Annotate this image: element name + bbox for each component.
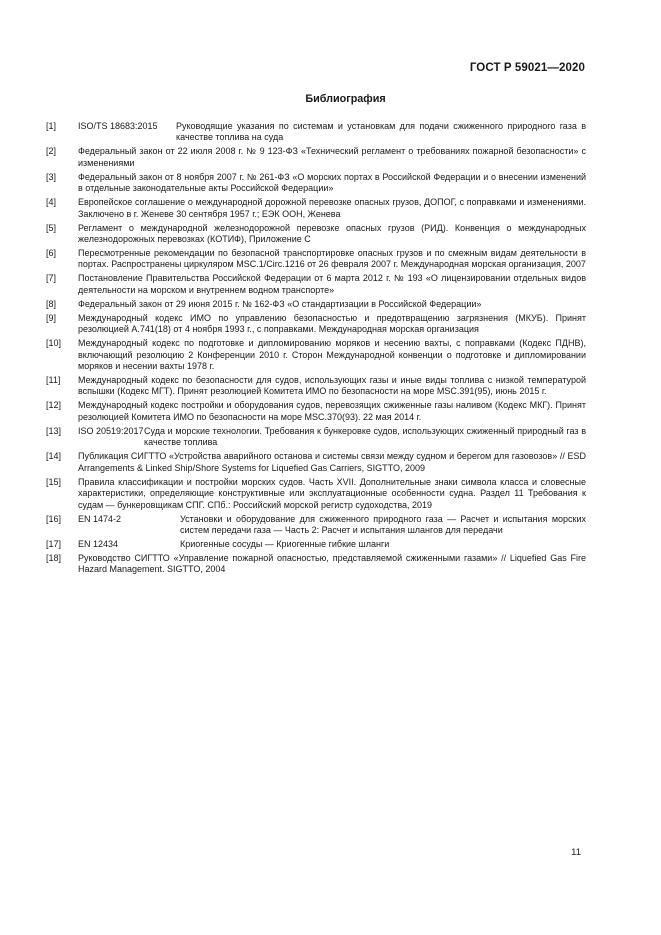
ref-number: [15] — [46, 476, 62, 487]
list-item — [46, 477, 586, 511]
ref-text: Правила классификации и постройки морских судов. Часть XVII. Дополнительные знаки символа класса и словесные характеристики, определяющие конструктивные или эксплуатационные особенности судна. Раздел 11 Требования к судам — бункеровщикам СПГ. СПб.: Российский морской регистр судоходства, 2019 — [78, 476, 586, 510]
ref-number: [18] — [46, 552, 62, 563]
ref-number: [7] — [46, 273, 57, 284]
ref-number: [12] — [46, 400, 62, 411]
ref-text: Публикация СИГТТО «Устройства аварийного останова и системы связи между судном и берегом для газовозов» // ESD Arrangements & Linked Ship/Shore Systems for Liquefied Gas Carriers, SIGTTO, 2009 — [78, 451, 586, 473]
page-number: 11 — [571, 847, 581, 858]
ref-code: ISO/TS 18683:2015 — [78, 121, 158, 131]
ref-text: Федеральный закон от 8 ноября 2007 г. № 261-ФЗ «О морских портах в Российской Федерации и о внесении изменений в отдельные законодательные акты Российской Федерации» — [78, 171, 586, 194]
list-item — [46, 172, 586, 195]
ref-number: [9] — [46, 312, 57, 323]
ref-text: Европейское соглашение о международной дорожной перевозке опасных грузов, ДОПОГ, с поправками и изменениями. Заключено в г. Женеве 30 сентября 1957 г.; ЕЭК ООН, Женева — [78, 197, 586, 219]
ref-text: Пересмотренные рекомендации по безопасной транспортировке опасных грузов и по смежным видам деятельности в портах. Распространены циркуляром MSC.1/Circ.1216 от 26 февраля 2007 г. Международная морская организация, 2007 — [78, 248, 586, 270]
ref-number: [16] — [46, 513, 62, 524]
ref-number: [17] — [46, 538, 62, 549]
ref-text: Установки и оборудование для сжиженного природного газа — Расчет и испытания морских систем передачи газа — Часть 2: Расчет и испытания шлангов для передачи — [180, 513, 586, 535]
ref-number: [2] — [46, 146, 57, 157]
list-item — [46, 400, 586, 423]
ref-text: Регламент о международной железнодорожной перевозке опасных грузов (РИД). Конвенция о международных железнодорожных перевозках (КОТИФ), Приложение С — [78, 222, 586, 245]
ref-number: [14] — [46, 451, 62, 462]
list-item — [46, 248, 586, 271]
page-title: Библиография — [305, 93, 386, 105]
ref-number: [1] — [46, 121, 57, 131]
ref-code: ISO 20519:2017 — [78, 425, 144, 436]
bibliography-list — [46, 121, 586, 578]
ref-number: [11] — [46, 375, 61, 386]
list-item — [46, 553, 586, 576]
list-item — [46, 121, 586, 144]
ref-number: [4] — [46, 197, 57, 208]
list-item — [46, 197, 586, 220]
list-item — [46, 146, 586, 169]
ref-text: Постановление Правительства Российской Федерации от 6 марта 2012 г. № 193 «О лицензировании отдельных видов деятельности на морском и внутреннем водном транспорте» — [78, 273, 586, 295]
ref-text: Международный кодекс постройки и оборудования судов, перевозящих сжиженные газы наливом (Кодекс МКГ). Принят резолюцией Комитета ИМО по безопасности на море MSC.370(93). 22 мая 2014 г. — [78, 400, 586, 422]
ref-number: [6] — [46, 248, 57, 259]
list-item — [46, 223, 586, 246]
ref-text: Федеральный закон от 22 июля 2008 г. № 9 123-ФЗ «Технический регламент о требованиях пожарной безопасности» с изменениями — [78, 146, 586, 168]
ref-number: [3] — [46, 171, 57, 182]
ref-text: Суда и морские технологии. Требования к бункеровке судов, использующих сжиженный природный газ в качестве топлива — [144, 425, 586, 448]
list-item — [46, 426, 586, 449]
list-item — [46, 273, 586, 296]
list-item — [46, 313, 586, 336]
ref-text: Международный кодекс по безопасности для судов, использующих газы и иные виды топлива с низкой температурой вспышки (Кодекс МГТ). Принят резолюцией Комитета ИМО по безопасности на море MSC.391(95), июнь 2015 г. — [78, 375, 586, 397]
list-item — [46, 338, 586, 372]
ref-text: Руководящие указания по системам и установкам для подачи сжиженного природного газа в качестве топлива на суда — [176, 121, 586, 143]
list-item — [46, 375, 586, 398]
ref-text: Руководство СИГТТО «Управление пожарной опасностью, представляемой сжиженными газами» // Liquefied Gas Fire Hazard Management. SIGTTO, 2004 — [78, 552, 586, 575]
list-item — [46, 299, 586, 310]
ref-code: EN 1474-2 — [78, 513, 122, 524]
ref-text: Криогенные сосуды — Криогенные гибкие шланги — [180, 538, 390, 549]
ref-number: [13] — [46, 425, 62, 436]
list-item — [46, 514, 586, 537]
ref-number: [8] — [46, 298, 57, 309]
ref-text: Федеральный закон от 29 июня 2015 г. № 162-ФЗ «О стандартизации в Российской Федерации» — [78, 298, 482, 309]
document-id-header: ГОСТ Р 59021—2020 — [469, 62, 585, 74]
ref-code: EN 12434 — [78, 538, 119, 549]
ref-number: [5] — [46, 222, 57, 233]
ref-text: Международный кодекс по подготовке и дипломированию моряков и несению вахты, с поправками (Кодекс ПДНВ), включающий резолюцию 2 Конференции 2010 г. Сторон Международной конвенции о подготовке и дипломировании моряков и несении вахты 1978 г. — [78, 338, 586, 372]
ref-number: [10] — [46, 338, 62, 349]
ref-text: Международный кодекс ИМО по управлению безопасностью и предотвращению загрязнения (МКУБ). Принят резолюцией A.741(18) от 4 ноября 1993 г., с поправками. Международная морская организация — [78, 312, 586, 335]
list-item — [46, 539, 586, 550]
list-item — [46, 451, 586, 474]
